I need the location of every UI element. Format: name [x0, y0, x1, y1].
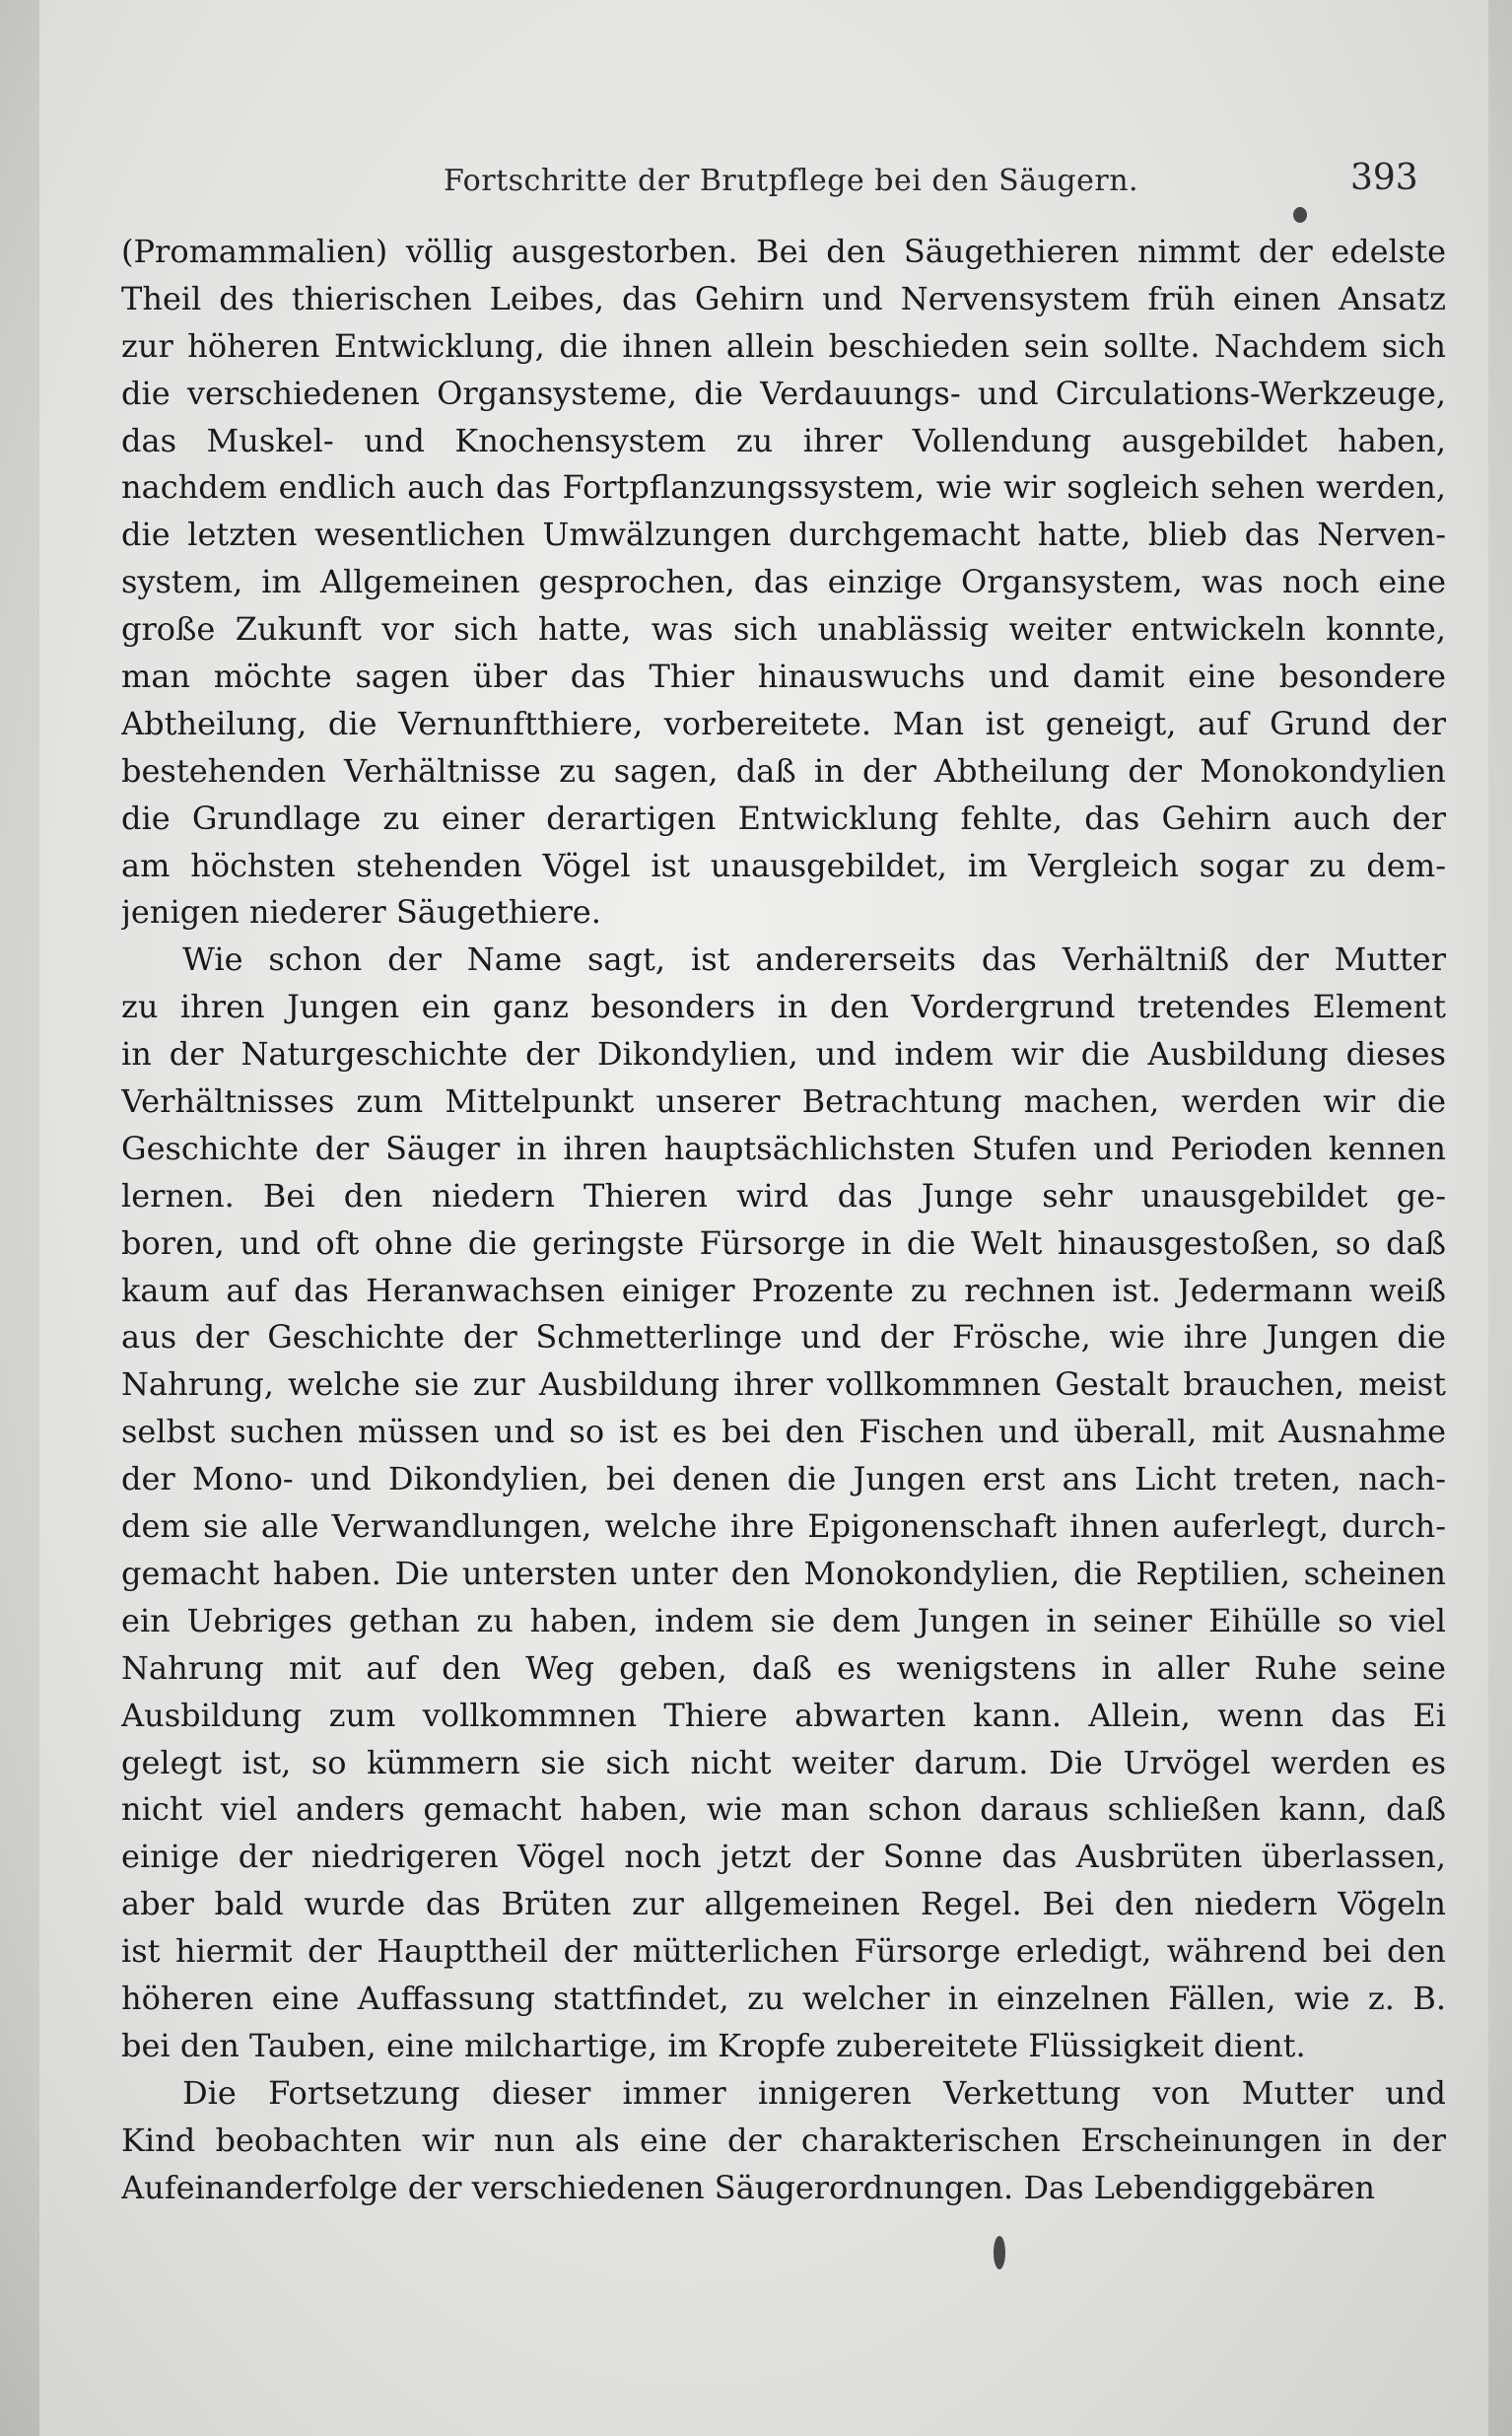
text-line: lernen. Bei den niedern Thieren wird das Junge sehr unausgebildet ge- — [121, 1176, 1446, 1215]
paragraph — [121, 2070, 1446, 2212]
text-line: Aufeinanderfolge der verschiedenen Säugerordnungen. Das Lebendiggebären — [121, 2168, 1375, 2206]
text-line: selbst suchen müssen und so ist es bei den Fischen und überall, mit Ausnahme — [121, 1413, 1446, 1451]
paragraph — [121, 937, 1446, 2069]
text-line: system, im Allgemeinen gesprochen, das einzige Organsystem, was noch eine — [121, 563, 1446, 601]
text-line: dem sie alle Verwandlungen, welche ihre Epigonenschaft ihnen auferlegt, durch- — [121, 1507, 1446, 1546]
text-line: nachdem endlich auch das Fortpflanzungssystem, wie wir sogleich sehen werden, — [121, 468, 1446, 507]
text-line: die verschiedenen Organsysteme, die Verdauungs- und Circulations-Werkzeuge, — [121, 374, 1446, 412]
text-line: Nahrung, welche sie zur Ausbildung ihrer vollkommnen Gestalt brauchen, meist — [121, 1365, 1446, 1404]
text-line: Wie schon der Name sagt, ist andererseits das Verhältniß der Mutter — [182, 940, 1446, 979]
text-line: kaum auf das Heranwachsen einiger Prozente zu rechnen ist. Jedermann weiß — [121, 1271, 1446, 1309]
text-line: einige der niedrigeren Vögel noch jetzt der Sonne das Ausbrüten überlassen, — [121, 1838, 1446, 1876]
text-line: zur höheren Entwicklung, die ihnen allein beschieden sein sollte. Nachdem sich — [121, 326, 1446, 365]
text-line: die letzten wesentlichen Umwälzungen durchgemacht hatte, blieb das Nerven- — [121, 516, 1446, 554]
text-line: höheren eine Auffassung stattfindet, zu welcher in einzelnen Fällen, wie z. B. — [121, 1979, 1446, 2017]
text-line: (Promammalien) völlig ausgestorben. Bei den Säugethieren nimmt der edelste — [121, 233, 1446, 270]
text-line: zu ihren Jungen ein ganz besonders in den Vordergrund tretendes Element — [121, 988, 1446, 1026]
text-line: das Muskel- und Knochensystem zu ihrer Vollendung ausgebildet haben, — [121, 421, 1446, 459]
book-page — [39, 0, 1488, 2436]
text-line: Die Fortsetzung dieser immer innigeren Verkettung von Mutter und — [182, 2073, 1446, 2112]
running-title: Fortschritte der Brutpflege bei den Säugern. — [444, 164, 1139, 198]
text-line: aber bald wurde das Brüten zur allgemeinen Regel. Bei den niedern Vögeln — [121, 1885, 1446, 1923]
text-line: Geschichte der Säuger in ihren hauptsächlichsten Stufen und Perioden kennen — [121, 1129, 1446, 1167]
text-line: Nahrung mit auf den Weg geben, daß es wenigstens in aller Ruhe seine — [121, 1648, 1446, 1687]
body-text — [121, 229, 1446, 2211]
paragraph — [121, 229, 1446, 937]
text-line: am höchsten stehenden Vögel ist unausgebildet, im Vergleich sogar zu dem- — [121, 846, 1446, 884]
text-line: bei den Tauben, eine milchartige, im Kropfe zubereitete Flüssigkeit dient. — [121, 2026, 1306, 2064]
text-line: ein Uebriges gethan zu haben, indem sie dem Jungen in seiner Eihülle so viel — [121, 1601, 1446, 1639]
text-line: die Grundlage zu einer derartigen Entwicklung fehlte, das Gehirn auch der — [121, 799, 1446, 837]
page-header — [39, 158, 1488, 213]
text-line: Verhältnisses zum Mittelpunkt unserer Betrachtung machen, werden wir die — [121, 1082, 1446, 1121]
text-line: Theil des thierischen Leibes, das Gehirn und Nervensystem früh einen Ansatz — [121, 279, 1446, 317]
ink-smudge — [1293, 207, 1307, 223]
text-line: boren, und oft ohne die geringste Fürsorge in die Welt hinausgestoßen, so daß — [121, 1223, 1446, 1262]
text-line: gelegt ist, so kümmern sie sich nicht weiter darum. Die Urvögel werden es — [121, 1743, 1446, 1781]
text-line: Ausbildung zum vollkommnen Thiere abwarten kann. Allein, wenn das Ei — [121, 1696, 1446, 1734]
text-line: ist hiermit der Haupttheil der mütterlichen Fürsorge erledigt, während bei den — [121, 1932, 1446, 1971]
text-line: der Mono- und Dikondylien, bei denen die Jungen erst ans Licht treten, nach- — [121, 1460, 1446, 1498]
text-line: man möchte sagen über das Thier hinauswuchs und damit eine besondere — [121, 658, 1446, 696]
text-line: Abtheilung, die Vernunftthiere, vorbereitete. Man ist geneigt, auf Grund der — [121, 704, 1446, 742]
text-line: nicht viel anders gemacht haben, wie man schon daraus schließen kann, daß — [121, 1790, 1446, 1829]
text-line: in der Naturgeschichte der Dikondylien, und indem wir die Ausbildung dieses — [121, 1035, 1446, 1074]
text-line: jenigen niederer Säugethiere. — [121, 893, 601, 932]
text-line: gemacht haben. Die untersten unter den Monokondylien, die Reptilien, scheinen — [121, 1554, 1446, 1592]
text-line: Kind beobachten wir nun als eine der charakterischen Erscheinungen in der — [121, 2121, 1446, 2159]
text-line: große Zukunft vor sich hatte, was sich unablässig weiter entwickeln konnte, — [121, 610, 1446, 649]
page-number: 393 — [1350, 158, 1418, 198]
text-line: bestehenden Verhältnisse zu sagen, daß in der Abtheilung der Monokondylien — [121, 751, 1446, 790]
ink-smudge — [994, 2236, 1005, 2269]
text-line: aus der Geschichte der Schmetterlinge und der Frösche, wie ihre Jungen die — [121, 1318, 1446, 1357]
